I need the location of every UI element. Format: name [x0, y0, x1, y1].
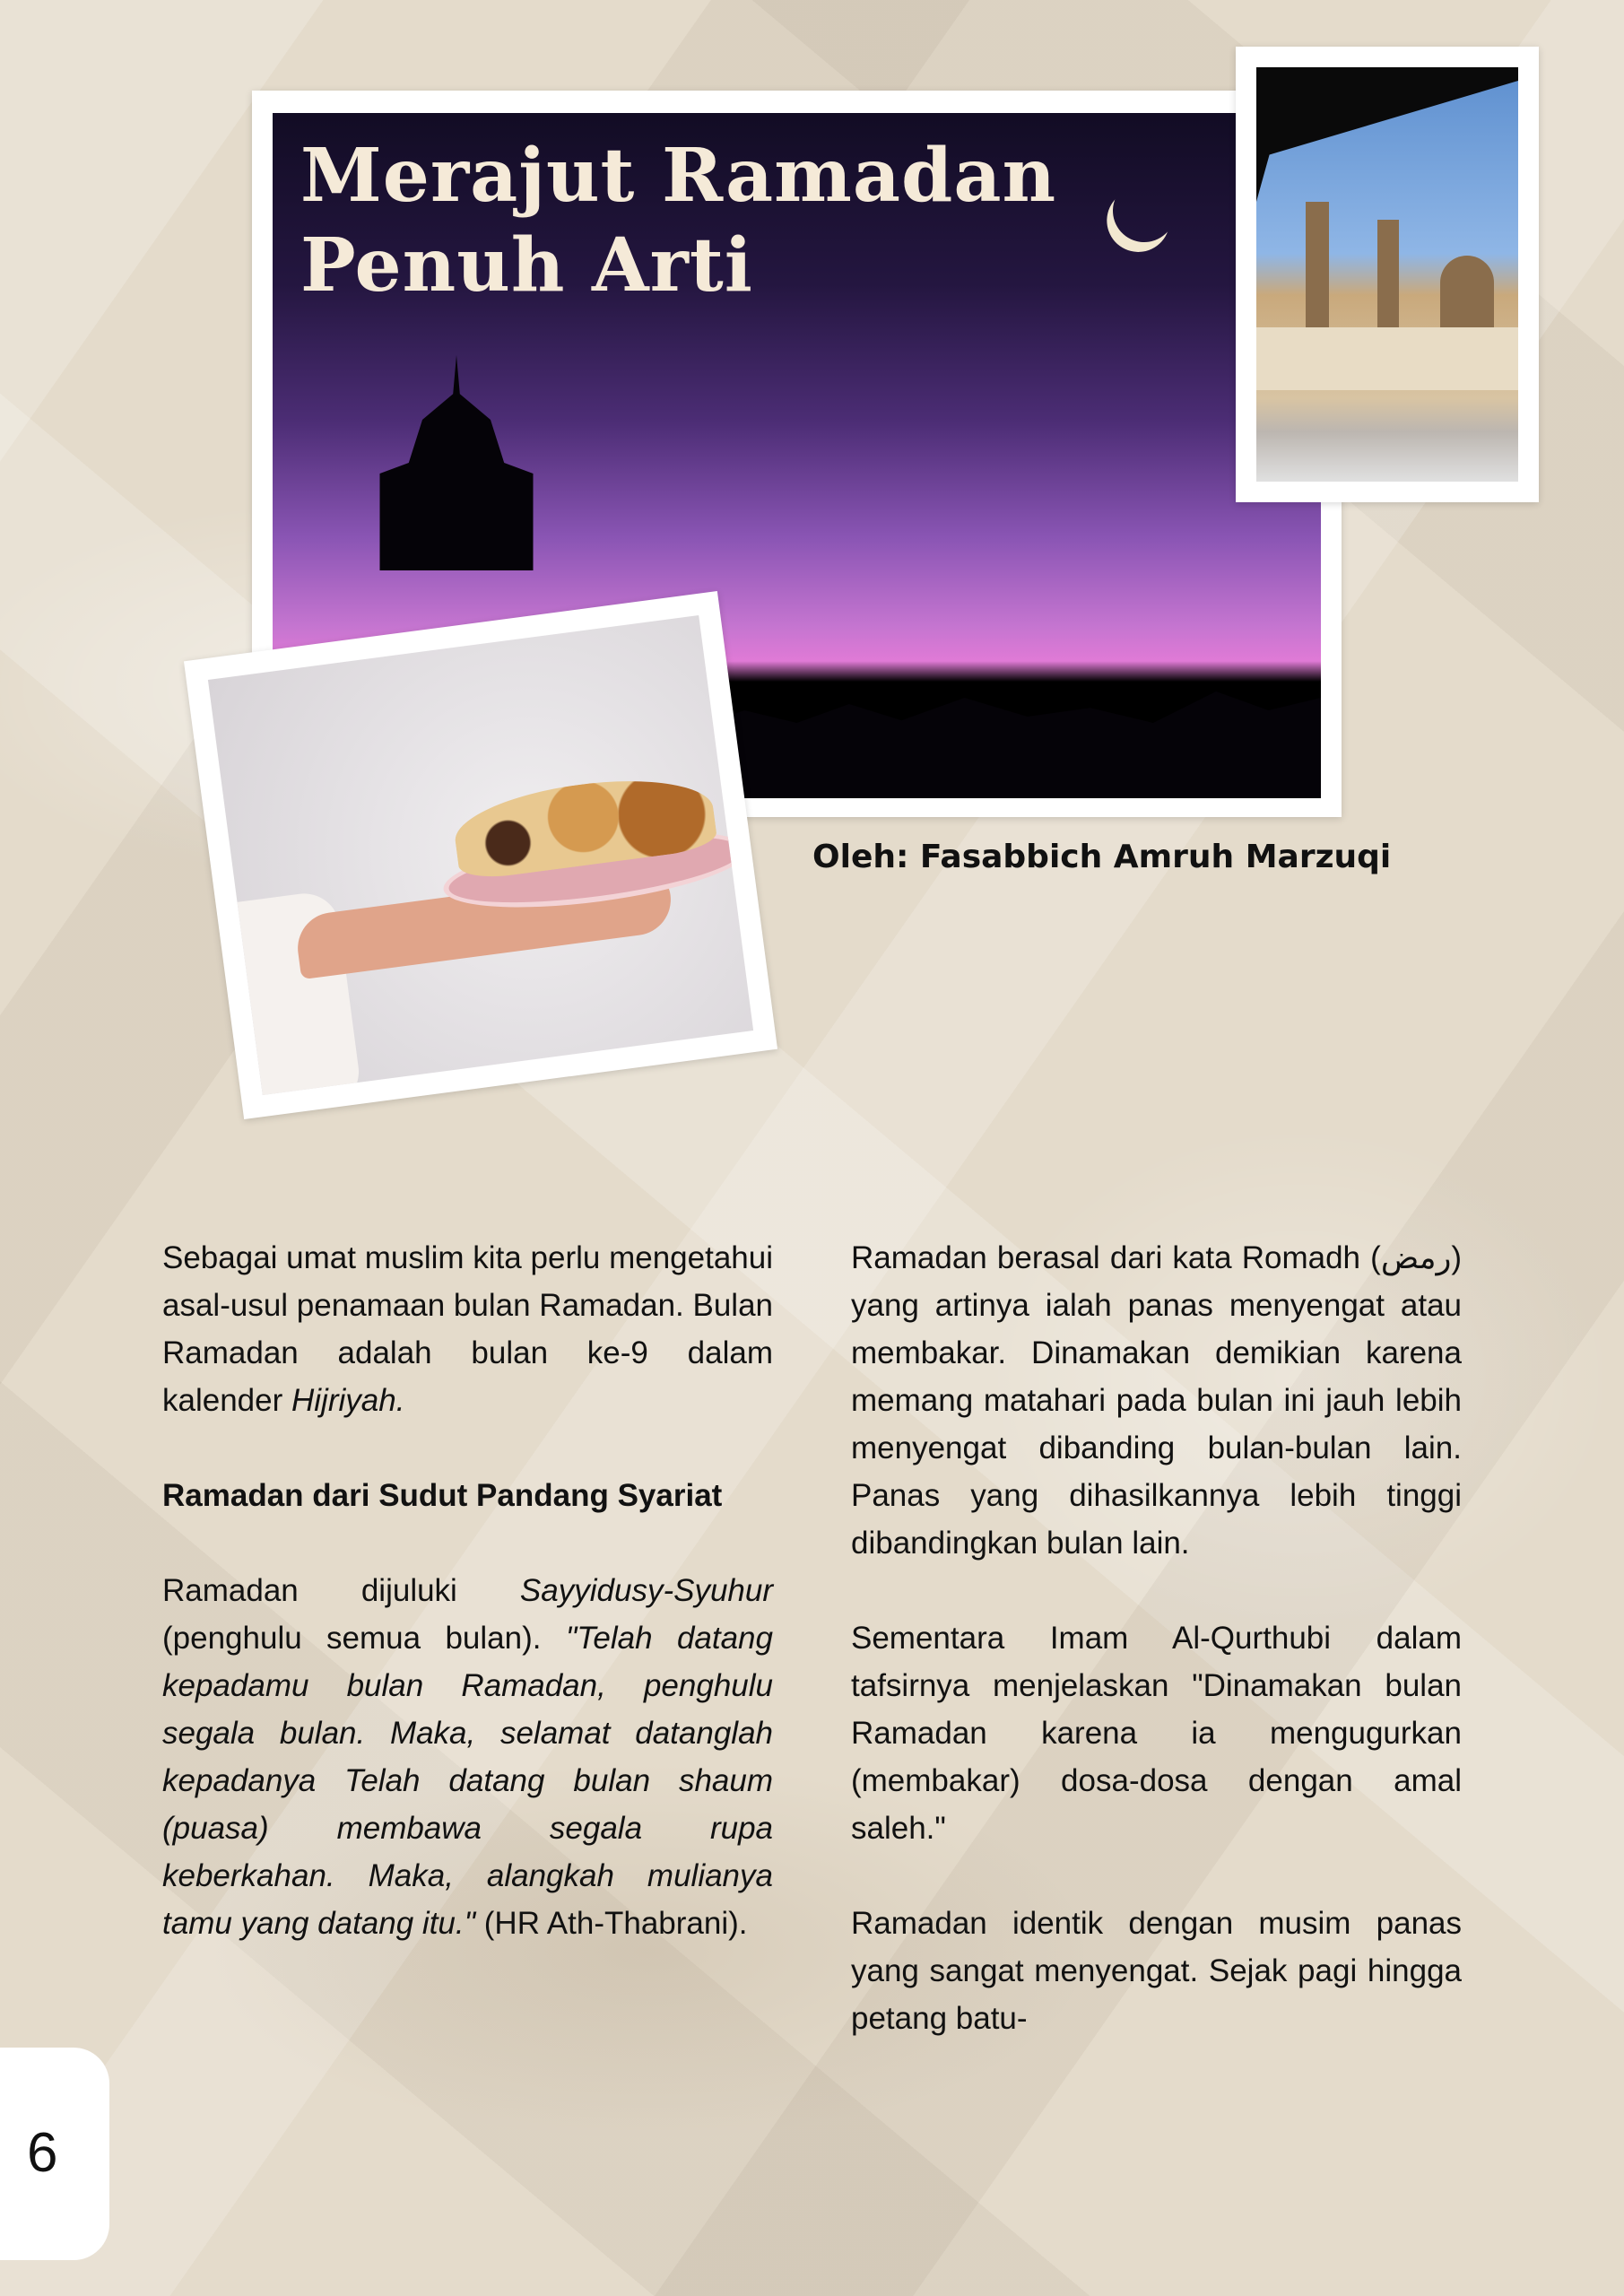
hand-holding-sweets-photo: [208, 615, 753, 1095]
roof-silhouette: [1256, 67, 1518, 202]
intro-text: Sebagai umat muslim kita perlu mengetahui asal-usul penamaan bulan Ramadan. Bulan Ramadan adalah bulan ke-9 dalam kalender: [162, 1240, 774, 1418]
page-number-tab: [0, 2048, 109, 2260]
minaret: [1306, 202, 1329, 345]
qurthubi-paragraph: Sementara Imam Al-Qurthubi dalam tafsirnya menjelaskan "Dinamakan bulan Ramadan karena ia mengugurkan (membakar) dosa-dosa dengan amal saleh.": [851, 1621, 1462, 1846]
minaret: [1377, 220, 1399, 345]
hadith-source: (HR Ath-Thabrani).: [483, 1906, 748, 1941]
right-column: [851, 1234, 1462, 2090]
al-azhar-mosque-photo: [1256, 67, 1518, 482]
hadith-quote: "Telah datang kepadamu bulan Ramadan, penghulu segala bulan. Maka, selamat datanglah kepadanya Telah datang bulan shaum (puasa) membawa segala rupa keberkahan. Maka, alangkah mulianya tamu yang datang itu.": [162, 1621, 773, 1941]
page-title: [300, 131, 1056, 310]
p2-mid: (penghulu semua bulan).: [162, 1621, 542, 1656]
intro-paragraph: [162, 1234, 773, 1424]
etymology-paragraph: Ramadan berasal dari kata Romadh (رمض) yang artinya ialah panas menyengat atau membakar. Dinamakan demikian karena memang matahari pada bulan ini jauh lebih menyengat dibanding bulan-bulan lain. Panas yang dihasilkannya lebih tinggi dibandingkan bulan lain.: [851, 1240, 1462, 1561]
food-photo-frame: [184, 591, 777, 1119]
title-line-1: Merajut Ramadan: [300, 133, 1057, 219]
intro-italic: Hijriyah.: [291, 1383, 405, 1418]
p2-start: Ramadan dijuluki: [162, 1573, 457, 1608]
crescent-moon-icon: [1104, 170, 1185, 251]
title-line-2: Penuh Arti: [300, 222, 753, 309]
p2-italic: Sayyidusy-Syuhur: [519, 1573, 773, 1608]
mosque-photo-frame: [1236, 47, 1539, 502]
arcade: [1256, 327, 1518, 390]
summer-paragraph: Ramadan identik dengan musim panas yang sangat menyengat. Sejak pagi hingga petang batu-: [851, 1906, 1462, 2036]
left-column: [162, 1234, 773, 1995]
mosque-dome-silhouette: [371, 355, 542, 570]
author-byline: Oleh: Fasabbich Amruh Marzuqi: [812, 839, 1392, 875]
syariat-paragraph: [162, 1567, 773, 1947]
page-number: 6: [27, 2122, 58, 2184]
section-heading: Ramadan dari Sudut Pandang Syariat: [162, 1478, 723, 1513]
